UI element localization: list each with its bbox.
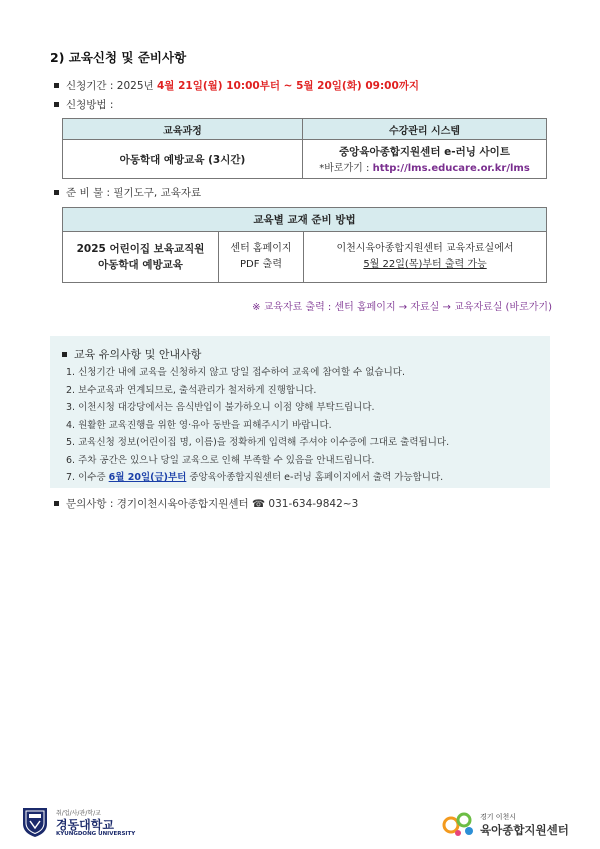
prep-course-line1: 2025 어린이집 보육교직원 <box>76 243 205 255</box>
university-name: 경동대학교 <box>56 818 114 832</box>
notice-title <box>62 346 201 362</box>
list-item <box>66 469 449 487</box>
method-label: 신청방법 : <box>66 99 114 111</box>
square-bullet-icon <box>54 190 59 195</box>
square-bullet-icon <box>54 102 59 107</box>
square-bullet-icon <box>54 501 59 506</box>
list-item: 5. 교육신청 정보(어린이집 명, 이름)을 정확하게 입력해 주셔야 이수증에 그대로 출력됩니다. <box>66 437 450 448</box>
university-logo <box>20 806 160 838</box>
prep-course-line2: 아동학대 예방교육 <box>98 259 183 271</box>
prep-method-line1: 센터 홈페이지 <box>230 243 292 254</box>
period-label: 신청기간 : 2025년 <box>66 80 157 92</box>
university-eng-name: KYUNGDONG UNIVERSITY <box>56 831 136 837</box>
contact-row <box>54 496 358 511</box>
course-system-table <box>62 118 547 179</box>
item7-prefix: 7. 이수증 <box>66 472 109 483</box>
application-period <box>54 78 419 93</box>
square-bullet-icon <box>54 83 59 88</box>
prep-info-cell <box>304 232 547 283</box>
center-region: 경기 이천시 <box>480 813 517 821</box>
table-header-course: 교육과정 <box>63 119 303 140</box>
materials-row <box>54 185 201 200</box>
application-method <box>54 97 113 112</box>
item7-suffix: 중앙육아종합지원센터 e-러닝 홈페이지에서 출력 가능합니다. <box>186 472 444 483</box>
system-name: 중앙육아종합지원센터 e-러닝 사이트 <box>339 146 510 158</box>
contact-text: 문의사항 : 경기이천시육아종합지원센터 ☎ 031-634-9842~3 <box>66 498 359 510</box>
prep-info-line1: 이천시육아종합지원센터 교육자료실에서 <box>336 243 514 254</box>
shortcut-label: *바로가기 : <box>319 163 373 174</box>
table-header-system: 수강관리 시스템 <box>303 119 547 140</box>
materials-label: 준 비 물 : 필기도구, 교육자료 <box>66 187 202 199</box>
university-motto: 취/업/사/관/학/교 <box>56 810 101 817</box>
list-item: 6. 주차 공간은 있으나 당일 교육으로 인해 부족할 수 있음을 안내드립니다. <box>66 454 375 466</box>
course-cell: 아동학대 예방교육 (3시간) <box>63 140 303 179</box>
notice-list <box>66 364 449 487</box>
prep-method-cell <box>219 232 304 283</box>
prep-method-line2: PDF 출력 <box>240 259 282 270</box>
university-emblem-icon <box>20 806 50 838</box>
list-item: 2. 보수교육과 연계되므로, 출석관리가 철저하게 진행합니다. <box>66 384 317 396</box>
certificate-date: 6월 20일(금)부터 <box>108 472 187 483</box>
list-item: 1. 신청기간 내에 교육을 신청하지 않고 당일 접수하여 교육에 참여할 수 없습니다. <box>66 367 405 378</box>
section-title: 2) 교육신청 및 준비사항 <box>50 50 187 65</box>
prep-table-header: 교육별 교재 준비 방법 <box>63 208 547 232</box>
period-dates: 4월 21일(월) 10:00부터 ~ 5월 20일(화) 09:00까지 <box>157 80 420 92</box>
square-bullet-icon <box>62 352 67 357</box>
notice-title-text: 교육 유의사항 및 안내사항 <box>74 348 202 361</box>
download-path-note[interactable]: ※ 교육자료 출력 : 센터 홈페이지 → 자료실 → 교육자료실 (바로가기) <box>252 302 552 313</box>
prep-course-cell <box>63 232 219 283</box>
center-logo <box>442 810 582 840</box>
system-cell <box>303 140 547 179</box>
list-item: 3. 이천시청 대강당에서는 음식반입이 불가하오니 이점 양해 부탁드립니다. <box>66 402 375 413</box>
shortcut-line <box>303 159 546 174</box>
lms-link[interactable]: http://lms.educare.or.kr/lms <box>372 163 530 174</box>
list-item: 4. 원활한 교육진행을 위한 영·유아 동반을 피해주시기 바랍니다. <box>66 419 332 431</box>
notice-box <box>50 336 550 488</box>
prep-info-line2: 5월 22일(목)부터 출력 가능 <box>363 259 487 270</box>
material-prep-table <box>62 207 547 283</box>
center-emblem-icon <box>442 810 476 838</box>
center-name: 육아종합지원센터 <box>480 823 569 837</box>
